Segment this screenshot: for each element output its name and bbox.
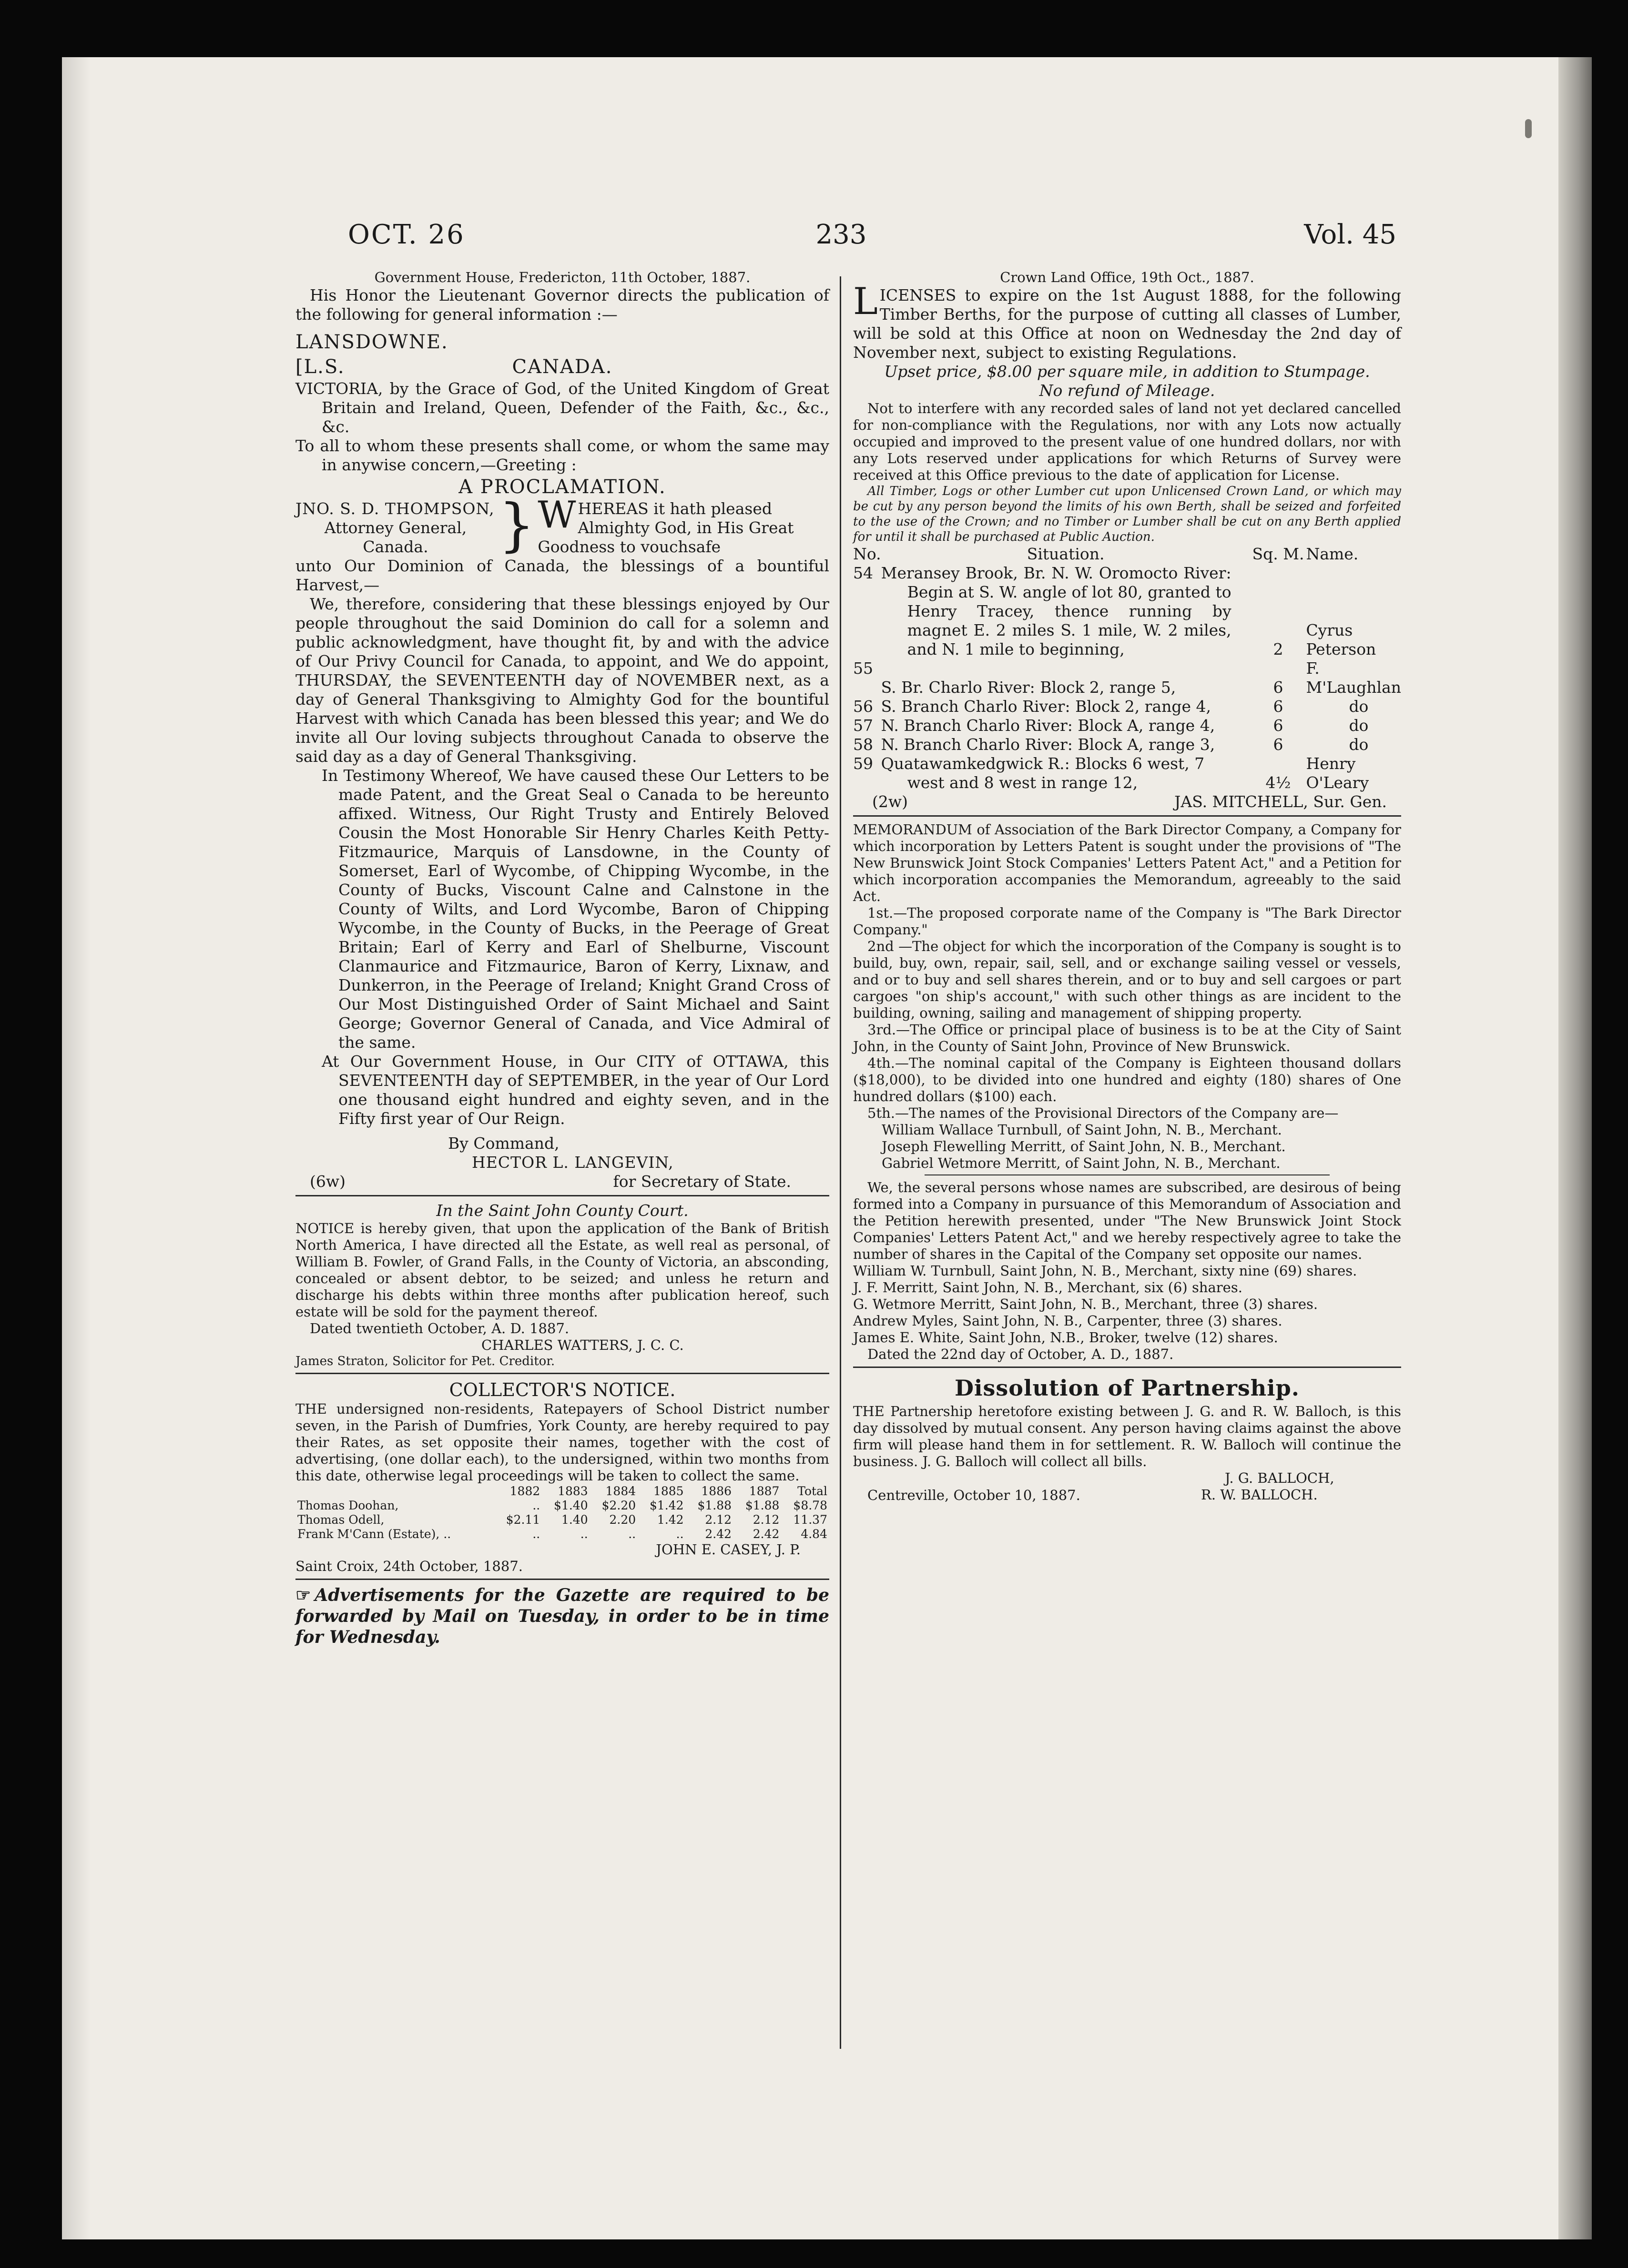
whereas-dropcap: W bbox=[538, 494, 576, 537]
berth-sqm: 6 bbox=[1273, 697, 1283, 716]
court-notice: NOTICE is hereby given, that upon the application of the Bank of British North America, I have directed all the Estate, as well real as personal, of William B. Fowler, of Grand Falls, in the County of Victoria, an absconding, concealed or absent debtor, to be seized; and unless he return and discharge his debts within three months after publication hereof, such estate will be sold for the payment thereof. bbox=[295, 1220, 829, 1320]
berth-situation: Meransey Brook, Br. N. W. Oromocto River: Begin at S. W. angle of lot 80, granted to Henry Tracey, thence running by magnet E. 2 miles S. 1 mile, W. 2 miles, and N. 1 mile to beginning, bbox=[881, 564, 1231, 658]
section-rule-3 bbox=[295, 1579, 829, 1580]
berth-header-cell: Name. bbox=[1306, 545, 1359, 563]
tax-cell: .. bbox=[532, 1527, 540, 1541]
tax-header-cell bbox=[295, 1484, 494, 1498]
seal-mark: [L.S. bbox=[295, 356, 345, 378]
tax-cell: 2.12 bbox=[705, 1513, 732, 1527]
tax-header-cell: 1883 bbox=[558, 1484, 588, 1498]
tax-cell: $1.42 bbox=[650, 1498, 684, 1512]
director-item: William Wallace Turnbull, of Saint John, N. B., Merchant. bbox=[882, 1122, 1282, 1138]
table-row bbox=[853, 564, 1401, 659]
secretary-line bbox=[295, 1172, 829, 1191]
tax-cell: 2.20 bbox=[609, 1513, 636, 1527]
licenses-text: ICENSES to expire on the 1st August 1888, for the following Timber Berths, for the purpose of cutting all classes of Lumber, will be sold at this Office at noon on Wednesday the 2nd day of November next, subject to existing Regulations. bbox=[853, 286, 1401, 362]
berth-name: F. M'Laughlan bbox=[1306, 659, 1402, 697]
tax-cell: .. bbox=[628, 1527, 636, 1541]
page-number: 233 bbox=[815, 219, 867, 250]
mitchell-code: (2w) bbox=[872, 792, 908, 811]
table-row bbox=[853, 735, 1401, 754]
berth-situation: S. Br. Charlo River: Block 2, range 5, bbox=[881, 678, 1176, 697]
collector-heading: COLLECTOR'S NOTICE. bbox=[449, 1379, 676, 1400]
advert-text: Advertisements for the Gazette are required to be forwarded by Mail on Tuesday, in order to be in time for Wednesday. bbox=[295, 1585, 829, 1647]
berth-name: do bbox=[1349, 716, 1369, 735]
berth-no: 58 bbox=[853, 735, 873, 754]
tax-header-cell: 1885 bbox=[653, 1484, 684, 1498]
notice-judge: CHARLES WATTERS, J. C. C. bbox=[481, 1337, 684, 1353]
tax-header-cell: Total bbox=[797, 1484, 827, 1498]
to-all-greeting: To all to whom these presents shall come, or whom the same may in anywise concern,—Greeting : bbox=[295, 436, 829, 474]
by-command: By Command, bbox=[448, 1134, 560, 1153]
table-row bbox=[853, 754, 1401, 792]
tax-header-cell: 1886 bbox=[701, 1484, 732, 1498]
tax-cell: $1.88 bbox=[697, 1498, 732, 1512]
memo-dated: Dated the 22nd day of October, A. D., 1887. bbox=[867, 1346, 1174, 1362]
subscriber-item: G. Wetmore Merritt, Saint John, N. B., Merchant, three (3) shares. bbox=[853, 1296, 1318, 1312]
tax-cell: 2.12 bbox=[753, 1513, 780, 1527]
attorney-country: Canada. bbox=[363, 537, 428, 556]
section-rule-2 bbox=[295, 1373, 829, 1374]
dissolution-text: THE Partnership heretofore existing between J. G. and R. W. Balloch, is this day dissolved by mutual consent. Any person having claims against the above firm will please hand them in for settlement. R. W. Balloch will continue the business. J. G. Balloch will collect all bills. bbox=[853, 1403, 1401, 1469]
table-row bbox=[853, 659, 1401, 697]
berth-sqm: 2 bbox=[1273, 640, 1283, 658]
tax-cell: $2.11 bbox=[506, 1513, 540, 1527]
saint-croix-date: Saint Croix, 24th October, 1887. bbox=[295, 1558, 523, 1574]
berth-no: 56 bbox=[853, 697, 873, 716]
berth-header-cell: No. bbox=[853, 545, 881, 563]
memo-fifth: 5th.—The names of the Provisional Directors of the Company are— bbox=[867, 1105, 1339, 1121]
mitchell-line bbox=[853, 792, 1401, 811]
licenses-paragraph bbox=[853, 280, 1401, 362]
tax-cell: $1.40 bbox=[554, 1498, 588, 1512]
berth-name: Henry O'Leary bbox=[1306, 754, 1369, 792]
testimony-text: In Testimony Whereof, We have caused these Our Letters to be made Patent, and the Great Seal o Canada to be hereunto affixed. Witness, Our Right Trusty and Entirely Beloved Cousin the Most Honorable Sir Henry Charles Keith Petty-Fitzmaurice, Marquis of Lansdowne, in the County of Somerset, Earl of Wycombe, of Chipping Wycombe, in the County of Bucks, Viscount Calne and Calnstone in the County of Wilts, and Lord Wycombe, Baron of Chipping Wycombe, in the County of Bucks, in the Peerage of Great Britain; Earl of Kerry and Earl of Shelburne, Viscount Clanmaurice and Fitzmaurice, Baron of Kerry, Lixnaw, and Dunkerron, in the Peerage of Ireland; Knight Grand Cross of Our Most Distinguished Order of Saint Michael and Saint George; Governor General of Canada, and Vice Admiral of the same. bbox=[322, 766, 829, 1052]
tax-cell: Frank M'Cann (Estate), .. bbox=[297, 1527, 451, 1541]
table-row bbox=[295, 1527, 829, 1541]
short-rule bbox=[925, 1174, 1330, 1175]
notice-dated: Dated twentieth October, A. D. 1887. bbox=[310, 1320, 570, 1336]
berth-situation: N. Branch Charlo River: Block A, range 4, bbox=[881, 716, 1215, 735]
attorney-block bbox=[295, 499, 496, 557]
canada-heading: CANADA. bbox=[512, 356, 613, 378]
tax-cell: 2.42 bbox=[705, 1527, 732, 1541]
victoria-title: VICTORIA, by the Grace of God, of the United Kingdom of Great Britain and Ireland, Queen, Defender of the Faith, &c., &c., &c. bbox=[295, 379, 829, 436]
berth-header-row bbox=[853, 545, 1401, 564]
memorandum-text: MEMORANDUM of Association of the Bark Director Company, a Company for which incorporation by Letters Patent is sought under the provisions of "The New Brunswick Joint Stock Companies' Letters Patent Act," and a Petition for which incorporation accompanies the Memorandum, agreeably to the said Act. bbox=[853, 821, 1401, 904]
section-rule-4 bbox=[853, 815, 1401, 817]
signer-two: R. W. BALLOCH. bbox=[1201, 1487, 1318, 1503]
berth-sqm: 6 bbox=[1273, 735, 1283, 754]
page-binding-shadow bbox=[62, 57, 91, 2239]
director-item: Joseph Flewelling Merritt, of Saint John, N. B., Merchant. bbox=[882, 1138, 1286, 1154]
column-divider bbox=[840, 276, 841, 2049]
whereas-text: HEREAS it hath pleased Almighty God, in His Great Goodness to vouchsafe bbox=[538, 499, 794, 556]
berth-no: 55 bbox=[853, 659, 873, 678]
we-several-text: We, the several persons whose names are subscribed, are desirous of being formed into a Company in pursuance of this Memorandum of Association and the Petition herewith presented, under "The New Brunswick Joint Stock Companies' Letters Patent Act," and we hereby respectively agree to take the number of shares in the Capital of the Company set opposite our names. bbox=[853, 1179, 1401, 1262]
centreville-date: Centreville, October 10, 1887. bbox=[867, 1487, 1080, 1503]
tax-header-cell: 1884 bbox=[605, 1484, 636, 1498]
timber-berth-table bbox=[853, 545, 1401, 792]
right-column bbox=[853, 269, 1401, 1504]
whereas-continuation: unto Our Dominion of Canada, the blessings of a bountiful Harvest,— bbox=[295, 557, 829, 594]
insertion-code: (6w) bbox=[310, 1172, 346, 1191]
berth-situation: N. Branch Charlo River: Block A, range 3, bbox=[881, 735, 1215, 754]
tax-table bbox=[295, 1484, 829, 1541]
signer-one: J. G. BALLOCH, bbox=[1225, 1470, 1334, 1486]
tax-header-cell: 1887 bbox=[749, 1484, 780, 1498]
tax-cell: .. bbox=[676, 1527, 684, 1541]
tax-header-cell: 1882 bbox=[509, 1484, 540, 1498]
attorney-title: Attorney General, bbox=[324, 518, 467, 537]
section-rule-5 bbox=[853, 1367, 1401, 1368]
berth-name: do bbox=[1349, 735, 1369, 754]
volume-label: Vol. 45 bbox=[1304, 219, 1396, 250]
intro-text: His Honor the Lieutenant Governor directs the publication of the following for general information :— bbox=[295, 286, 829, 324]
langevin-name: HECTOR L. LANGEVIN, bbox=[472, 1153, 674, 1172]
we-therefore-text: We, therefore, considering that these blessings enjoyed by Our people throughout the said Dominion do call for a solemn and public acknowledgment, have thought fit, by and with the advice of Our Privy Council for Canada, to appoint, and We do appoint, THURSDAY, the SEVENTEENTH day of NOVEMBER next, as a day of General Thanksgiving to Almighty God for the bountiful Harvest with which Canada has been blessed this year; and We do invite all Our loving subjects throughout Canada to observe the said day as a day of General Thanksgiving. bbox=[295, 595, 829, 766]
subscriber-item: Andrew Myles, Saint John, N. B., Carpenter, three (3) shares. bbox=[853, 1313, 1282, 1329]
paper-stain bbox=[1525, 119, 1532, 138]
no-refund: No refund of Mileage. bbox=[1039, 381, 1215, 400]
berth-situation: Quatawamkedgwick R.: Blocks 6 west, 7 west and 8 west in range 12, bbox=[881, 754, 1205, 792]
subscriber-item: James E. White, Saint John, N.B., Broker, twelve (12) shares. bbox=[853, 1329, 1278, 1346]
attorney-name: JNO. S. D. THOMPSON, bbox=[295, 499, 495, 518]
tax-cell: 1.42 bbox=[657, 1513, 684, 1527]
proclamation-heading: A PROCLAMATION. bbox=[458, 476, 666, 498]
tax-cell: $1.88 bbox=[745, 1498, 780, 1512]
memo-second: 2nd —The object for which the incorporation of the Company is sought is to build, buy, own, repair, sail, sell, and or exchange sailing vessel or vessels, and or to buy and sell shares therein, and or to buy and sell cargoes or part cargoes "on ship's account," with such other things as are incident to the building, owning, sailing and management of shipping property. bbox=[853, 938, 1401, 1021]
berth-name: do bbox=[1349, 697, 1369, 716]
tax-cell: .. bbox=[532, 1498, 540, 1512]
licenses-dropcap: L bbox=[853, 280, 878, 323]
page-edge bbox=[1558, 57, 1592, 2239]
tax-cell: 1.40 bbox=[561, 1513, 588, 1527]
tax-header-row bbox=[295, 1484, 829, 1498]
left-column bbox=[295, 269, 829, 1648]
table-row bbox=[295, 1513, 829, 1527]
berth-header-cell: Situation. bbox=[1027, 545, 1105, 563]
collector-text: THE undersigned non-residents, Ratepayers of School District number seven, in the Parish of Dumfries, York County, are hereby required to pay their Rates, as set opposite their names, together with the cost of advertising, (one dollar each), to the undersigned, within two months from this date, otherwise legal proceedings will be taken to collect the same. bbox=[295, 1401, 829, 1484]
not-interfere-text: Not to interfere with any recorded sales of land not yet declared cancelled for non-compliance with the Regulations, nor with any Lots now actually occupied and improved to the present value of one hundred dollars, nor with any Lots reserved under applications for which Returns of Survey were received at this Office previous to the date of application for License. bbox=[853, 400, 1401, 483]
header-date: OCT. 26 bbox=[348, 219, 465, 250]
upset-price: Upset price, $8.00 per square mile, in addition to Stumpage. bbox=[884, 362, 1370, 381]
memo-third: 3rd.—The Office or principal place of business is to be at the City of Saint John, in the County of Saint John, Province of New Brunswick. bbox=[853, 1022, 1401, 1054]
tax-cell: Thomas Doohan, bbox=[297, 1498, 399, 1512]
berth-name: Cyrus Peterson bbox=[1306, 621, 1376, 658]
tax-cell: $8.78 bbox=[793, 1498, 827, 1512]
casey-signature: JOHN E. CASEY, J. P. bbox=[656, 1541, 801, 1558]
berth-sqm: 4½ bbox=[1265, 773, 1291, 792]
notice-solicitor: James Straton, Solicitor for Pet. Creditor. bbox=[295, 1354, 555, 1368]
government-house-line: Government House, Fredericton, 11th October, 1887. bbox=[374, 269, 751, 285]
whereas-block bbox=[295, 492, 829, 558]
berth-sqm: 6 bbox=[1273, 678, 1283, 697]
berth-header-cell: Sq. M. bbox=[1252, 545, 1304, 563]
director-item: Gabriel Wetmore Merritt, of Saint John, N. B., Merchant. bbox=[882, 1155, 1281, 1171]
advertisement-notice bbox=[295, 1585, 829, 1648]
for-secretary: for Secretary of State. bbox=[613, 1172, 791, 1191]
table-row bbox=[853, 716, 1401, 735]
berth-no: 54 bbox=[853, 564, 873, 582]
lansdowne-signature: LANSDOWNE. bbox=[295, 331, 448, 353]
subscriber-item: J. F. Merritt, Saint John, N. B., Merchant, six (6) shares. bbox=[853, 1279, 1242, 1296]
table-row bbox=[295, 1498, 829, 1513]
memo-fourth: 4th.—The nominal capital of the Company is Eighteen thousand dollars ($18,000), to be divided into one hundred and eighty (180) shares of One hundred dollars ($100) each. bbox=[853, 1055, 1401, 1104]
tax-cell: 4.84 bbox=[801, 1527, 827, 1541]
court-heading: In the Saint John County Court. bbox=[436, 1201, 689, 1220]
tax-cell: Thomas Odell, bbox=[297, 1513, 385, 1527]
timber-note: All Timber, Logs or other Lumber cut upon Unlicensed Crown Land, or which may be cut by any person beyond the limits of his own Berth, shall be seized and forfeited to the use of the Crown; and no Timber or Lumber shall be cut on any Berth applied for until it shall be purchased at Public Auction. bbox=[853, 484, 1401, 544]
tax-cell: .. bbox=[580, 1527, 588, 1541]
pointing-hand-icon: ☞ bbox=[295, 1585, 311, 1605]
tax-cell: 11.37 bbox=[793, 1513, 827, 1527]
page-header bbox=[286, 219, 1396, 257]
mitchell-signature: JAS. MITCHELL, Sur. Gen. bbox=[1174, 792, 1387, 811]
berth-no: 57 bbox=[853, 716, 873, 735]
memo-first: 1st.—The proposed corporate name of the Company is "The Bark Director Company." bbox=[853, 905, 1401, 938]
dissolution-heading: Dissolution of Partnership. bbox=[955, 1375, 1300, 1401]
whereas-opening bbox=[538, 494, 829, 557]
section-rule bbox=[295, 1195, 829, 1196]
subscriber-item: William W. Turnbull, Saint John, N. B., Merchant, sixty nine (69) shares. bbox=[853, 1263, 1357, 1279]
berth-situation: S. Branch Charlo River: Block 2, range 4, bbox=[881, 697, 1211, 716]
crown-office-line: Crown Land Office, 19th Oct., 1887. bbox=[1000, 269, 1254, 285]
berth-no: 59 bbox=[853, 754, 873, 773]
at-our-text: At Our Government House, in Our CITY of OTTAWA, this SEVENTEENTH day of SEPTEMBER, in the year of Our Lord one thousand eight hundred and eighty seven, and in the Fifty first year of Our Reign. bbox=[322, 1052, 829, 1128]
tax-cell: 2.42 bbox=[753, 1527, 780, 1541]
brace-glyph: } bbox=[499, 492, 535, 558]
tax-cell: $2.20 bbox=[601, 1498, 636, 1512]
table-row bbox=[853, 697, 1401, 716]
berth-sqm: 6 bbox=[1273, 716, 1283, 735]
